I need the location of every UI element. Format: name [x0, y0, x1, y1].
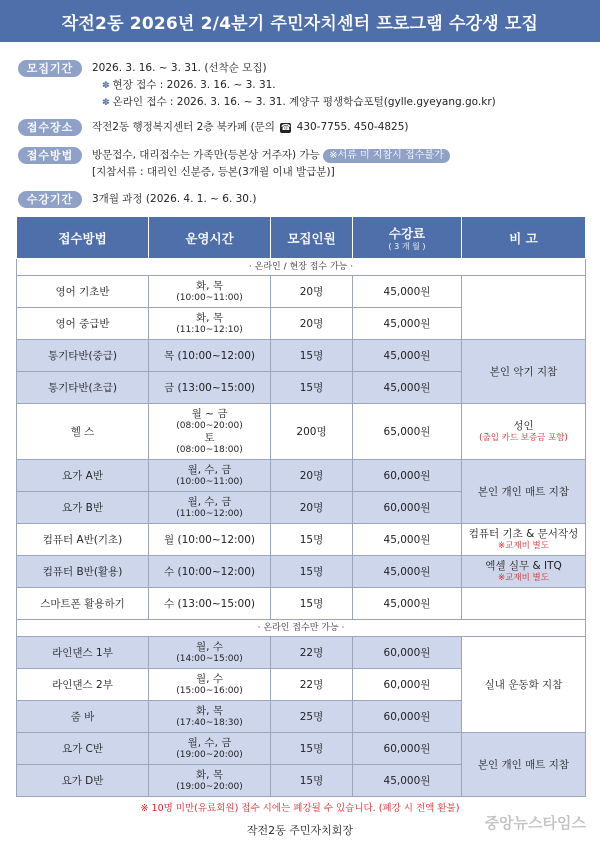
program-count: 20명: [271, 492, 353, 524]
program-note: [462, 404, 586, 460]
recruit-online-text: 온라인 접수 : 2026. 3. 16. ~ 3. 31. 계양구 평생학습포털(gylle.gyeyang.go.kr): [112, 96, 496, 108]
program-hours-2: (08:00~18:00): [176, 444, 243, 455]
table-row: [17, 556, 586, 588]
header-time: 운영시간: [149, 217, 271, 259]
bullet-icon: ✽: [102, 81, 110, 91]
table-row: [17, 588, 586, 620]
program-count: 15명: [271, 733, 353, 765]
table-header-row: [17, 217, 586, 259]
program-name: 줌 바: [17, 701, 149, 733]
program-hours: (10:00~11:00): [176, 476, 243, 487]
recruit-tag: 모집기간: [18, 60, 82, 77]
program-count: 25명: [271, 701, 353, 733]
course-period-text: 3개월 과정 (2026. 4. 1. ~ 6. 30.): [92, 193, 257, 205]
program-fee: 45,000원: [353, 340, 462, 372]
program-name: 요가 D반: [17, 765, 149, 797]
program-name: 헬 스: [17, 404, 149, 460]
program-count: 15명: [271, 340, 353, 372]
table-row: [17, 637, 586, 669]
program-name: 요가 A반: [17, 460, 149, 492]
program-day: 월 ~ 금: [191, 407, 228, 420]
table-row: [17, 524, 586, 556]
program-fee: 45,000원: [353, 588, 462, 620]
program-time: [149, 308, 271, 340]
program-name: 통기타반(중급): [17, 340, 149, 372]
program-time: [149, 492, 271, 524]
course-period-tag: 수강기간: [18, 191, 82, 208]
section-row: [17, 620, 586, 637]
program-name: 영어 중급반: [17, 308, 149, 340]
program-count: 15명: [271, 524, 353, 556]
program-count: 15명: [271, 588, 353, 620]
program-time: 목 (10:00~12:00): [149, 340, 271, 372]
program-time: [149, 669, 271, 701]
program-fee: 45,000원: [353, 524, 462, 556]
program-day: 월, 수, 금: [187, 463, 232, 476]
program-count: 15명: [271, 556, 353, 588]
closure-notice: ※ 10명 미만(유료회원) 접수 시에는 폐강될 수 있습니다. (폐강 시 전액 환불): [140, 803, 460, 814]
program-hours: (19:00~20:00): [176, 781, 243, 792]
place-tag: 접수장소: [18, 119, 82, 136]
program-note: [462, 556, 586, 588]
header-method: 접수방법: [17, 217, 149, 259]
program-name: 컴퓨터 A반(기초): [17, 524, 149, 556]
table-row: [17, 404, 586, 460]
table-row: [17, 733, 586, 765]
section-row: [17, 259, 586, 276]
program-time: [149, 765, 271, 797]
program-count: 22명: [271, 637, 353, 669]
program-count: 200명: [271, 404, 353, 460]
program-hours: (11:10~12:10): [176, 324, 243, 335]
watermark: 중앙뉴스타임스: [484, 814, 586, 832]
program-time: 월 (10:00~12:00): [149, 524, 271, 556]
program-time: [149, 733, 271, 765]
recruit-online: [102, 95, 496, 111]
method-warning: ※서류 미 지참시 접수불가: [323, 149, 450, 163]
program-day: 월, 수: [196, 640, 223, 653]
program-time: [149, 637, 271, 669]
program-hours: (08:00~20:00): [176, 420, 243, 431]
note-gym: 성인: [513, 419, 534, 432]
method-docs: [지참서류 : 대리인 신분증, 등본(3개월 이내 발급분)]: [92, 166, 335, 178]
program-time: 수 (13:00~15:00): [149, 588, 271, 620]
note-textbook: ※교재비 별도: [498, 572, 549, 583]
program-fee: 60,000원: [353, 637, 462, 669]
program-day: 월, 수, 금: [187, 495, 232, 508]
program-fee: 45,000원: [353, 276, 462, 308]
program-name: 라인댄스 2부: [17, 669, 149, 701]
program-hours: (17:40~18:30): [176, 717, 243, 728]
program-hours: (19:00~20:00): [176, 749, 243, 760]
program-fee: 45,000원: [353, 556, 462, 588]
program-fee: 60,000원: [353, 733, 462, 765]
program-name: 컴퓨터 B반(활용): [17, 556, 149, 588]
place-phone: 430-7755. 450-4825): [296, 121, 409, 133]
program-time: [149, 276, 271, 308]
program-time: [149, 460, 271, 492]
program-time: [149, 701, 271, 733]
program-name: 라인댄스 1부: [17, 637, 149, 669]
program-name: 요가 C반: [17, 733, 149, 765]
program-count: 22명: [271, 669, 353, 701]
program-note: [462, 524, 586, 556]
program-note: 본인 악기 지참: [462, 340, 586, 404]
program-fee: 60,000원: [353, 492, 462, 524]
note-gym-sub: (출입 카드 보증금 포함): [479, 432, 568, 443]
program-fee: 60,000원: [353, 669, 462, 701]
course-period-section: [18, 191, 588, 209]
section-online-only: · 온라인 접수만 가능 ·: [17, 620, 586, 637]
recruit-period: 2026. 3. 16. ~ 3. 31. (선착순 모집): [92, 62, 267, 74]
program-fee: 45,000원: [353, 372, 462, 404]
program-fee: 60,000원: [353, 701, 462, 733]
header-count: 모집인원: [271, 217, 353, 259]
program-time: [149, 404, 271, 460]
place-section: [18, 119, 588, 137]
recruit-onsite-text: 현장 접수 : 2026. 3. 16. ~ 3. 31.: [112, 79, 276, 91]
program-count: 15명: [271, 765, 353, 797]
program-hours: (11:00~12:00): [176, 508, 243, 519]
program-day: 월, 수: [196, 672, 223, 685]
program-fee: 60,000원: [353, 460, 462, 492]
method-line: [92, 148, 450, 163]
method-section: [18, 147, 588, 181]
table-row: [17, 340, 586, 372]
program-hours: (14:00~15:00): [176, 653, 243, 664]
header-note: 비 고: [462, 217, 586, 259]
program-name: 통기타반(초급): [17, 372, 149, 404]
bullet-icon: ✽: [102, 98, 110, 108]
method-text: 방문접수, 대리접수는 가족만(등본상 거주자) 가능: [92, 149, 320, 161]
program-day: 화, 목: [196, 311, 223, 324]
recruit-onsite: [102, 78, 276, 94]
program-fee: 45,000원: [353, 765, 462, 797]
program-count: 20명: [271, 460, 353, 492]
program-name: 스마트폰 활용하기: [17, 588, 149, 620]
program-time: 수 (10:00~12:00): [149, 556, 271, 588]
program-table: [16, 216, 586, 797]
program-note: 본인 개인 매트 지참: [462, 460, 586, 524]
program-count: 15명: [271, 372, 353, 404]
program-fee: 65,000원: [353, 404, 462, 460]
program-day-2: 토: [204, 431, 215, 444]
program-day: 월, 수, 금: [187, 736, 232, 749]
table-row: [17, 276, 586, 308]
program-fee: 45,000원: [353, 308, 462, 340]
program-day: 화, 목: [196, 704, 223, 717]
organization-name: 작전2동 주민자치회장: [246, 824, 354, 837]
method-tag: 접수방법: [18, 147, 82, 164]
program-count: 20명: [271, 276, 353, 308]
header-fee-sub: ( 3 개 월 ): [388, 242, 426, 251]
header-fee: [353, 217, 462, 259]
note-textbook: ※교재비 별도: [498, 540, 549, 551]
program-note: 본인 개인 매트 지참: [462, 733, 586, 797]
program-note: 실내 운동화 지참: [462, 637, 586, 733]
recruit-section: [18, 60, 588, 110]
program-count: 20명: [271, 308, 353, 340]
table-row: [17, 460, 586, 492]
phone-icon: ☎: [280, 123, 291, 132]
program-day: 화, 목: [196, 279, 223, 292]
page-title: 작전2동 2026년 2/4분기 주민자치센터 프로그램 수강생 모집: [0, 0, 600, 42]
place-line: [92, 120, 409, 135]
program-hours: (10:00~11:00): [176, 292, 243, 303]
section-online-onsite: · 온라인 / 현장 접수 가능 ·: [17, 259, 586, 276]
program-name: 요가 B반: [17, 492, 149, 524]
program-note: [462, 588, 586, 620]
program-day: 화, 목: [196, 768, 223, 781]
program-time: 금 (13:00~15:00): [149, 372, 271, 404]
place-text: 작전2동 행정복지센터 2층 북카페 (문의: [92, 121, 275, 133]
program-note: [462, 276, 586, 340]
note-comp-b: 엑셀 실무 & ITQ: [485, 559, 562, 572]
program-name: 영어 기초반: [17, 276, 149, 308]
program-hours: (15:00~16:00): [176, 685, 243, 696]
header-fee-label: 수강료: [388, 226, 426, 241]
note-comp-a: 컴퓨터 기초 & 문서작성: [468, 527, 579, 540]
